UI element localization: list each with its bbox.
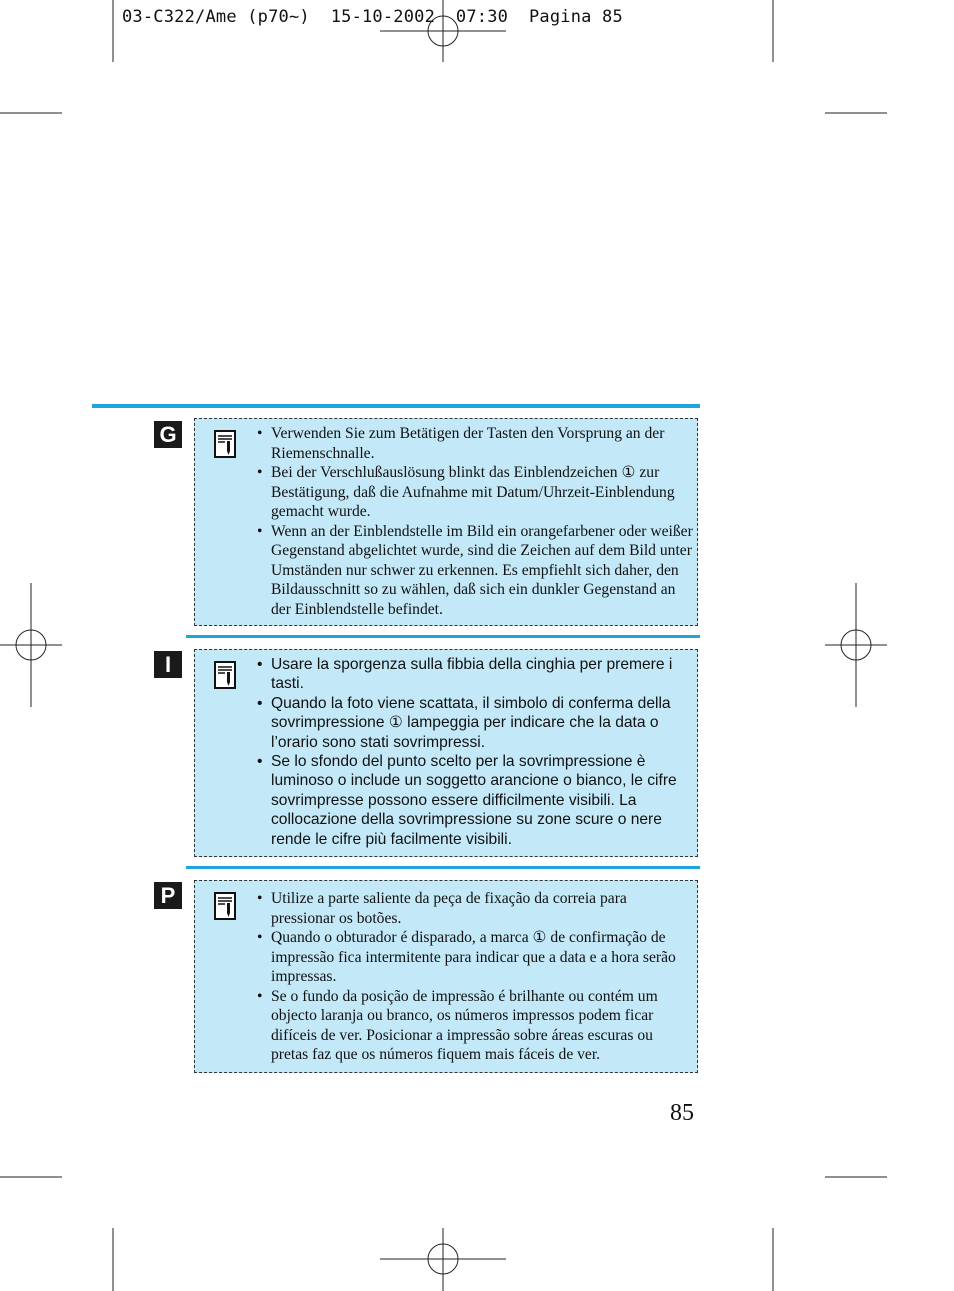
note-box-italian — [194, 649, 698, 857]
section-rule-italian — [186, 635, 700, 638]
note-list-portuguese — [257, 889, 693, 1065]
memo-icon — [213, 660, 237, 690]
list-item: • Usare la sporgenza sulla fibbia della cinghia per premere i tasti. — [257, 655, 693, 694]
registration-mark-bottom — [380, 1228, 506, 1291]
list-item: • Quando la foto viene scattata, il simbolo di conferma della sovrimpressione ① lampeggia per indicare che la data o l’orario sono stati sovrimpressi. — [257, 694, 693, 752]
language-badge-italian: I — [154, 651, 182, 678]
list-item: • Wenn an der Einblendstelle im Bild ein orangefarbener oder weißer Gegenstand abgelichtet wurde, sind die Zeichen auf dem Bild unter Umständen nur schwer zu erkennen. Es empfiehlt sich daher, den Bildausschnitt so zu wählen, daß sich ein dunkler Gegenstand an der Einblendstelle befindet. — [257, 522, 693, 620]
note-list-german — [257, 424, 693, 619]
section-rule-top — [92, 404, 700, 408]
registration-mark-top — [380, 0, 506, 62]
print-slug: 03-C322/Ame (p70~) 15-10-2002 07:30 Pagina 85 — [122, 7, 623, 27]
language-badge-german: G — [154, 421, 182, 448]
note-box-german — [194, 418, 698, 626]
language-badge-portuguese: P — [154, 882, 182, 909]
memo-icon — [213, 891, 237, 921]
page-number: 85 — [670, 1100, 694, 1126]
list-item: • Verwenden Sie zum Betätigen der Tasten den Vorsprung an der Riemenschnalle. — [257, 424, 693, 463]
registration-mark-left — [0, 583, 62, 707]
section-rule-portuguese — [186, 866, 700, 869]
list-item: • Utilize a parte saliente da peça de fixação da correia para pressionar os botões. — [257, 889, 693, 928]
note-list-italian — [257, 655, 693, 849]
list-item: • Se lo sfondo del punto scelto per la sovrimpressione è luminoso o include un soggetto arancione o bianco, le cifre sovrimpresse possono essere difficilmente visibili. La collocazione della sovrimpressione su zone scure o nere rende le cifre più facilmente visibili. — [257, 752, 693, 849]
list-item: • Quando o obturador é disparado, a marca ① de confirmação de impressão fica intermitente para indicar que a data e a hora serão impressas. — [257, 928, 693, 987]
registration-mark-right — [825, 583, 887, 707]
list-item: • Se o fundo da posição de impressão é brilhante ou contém um objecto laranja ou branco, os números impressos podem ficar difíceis de ver. Posicionar a impressão sobre áreas escuras ou pretas faz que os números fiquem mais fáceis de ver. — [257, 987, 693, 1065]
list-item: • Bei der Verschlußauslösung blinkt das Einblendzeichen ① zur Bestätigung, daß die Aufnahme mit Datum/Uhrzeit-Einblendung gemacht wurde. — [257, 463, 693, 522]
memo-icon — [213, 429, 237, 459]
note-box-portuguese — [194, 880, 698, 1073]
